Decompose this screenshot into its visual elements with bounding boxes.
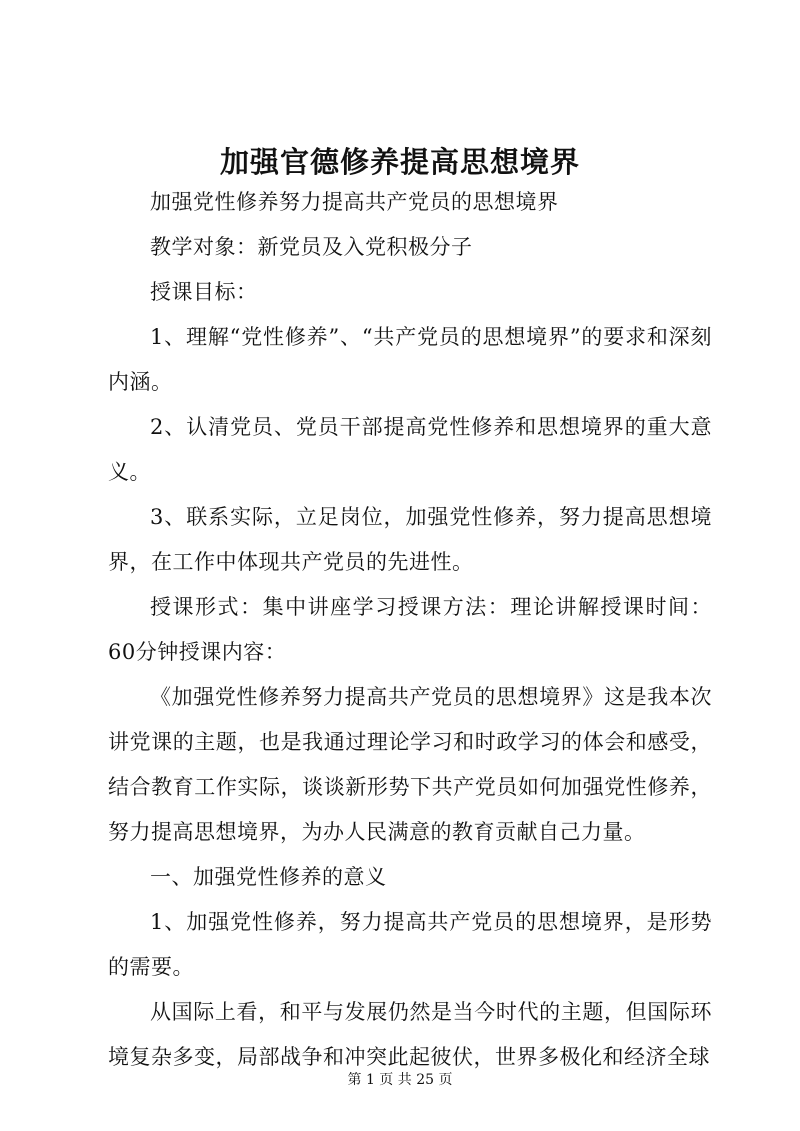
paragraph-international: 从国际上看，和平与发展仍然是当今时代的主题，但国际环境复杂多变，局部战争和冲突此起彼伏，世界多极化和经济全球 — [108, 1000, 712, 1069]
section-heading-1: 一、加强党性修养的意义 — [150, 865, 387, 889]
paragraph-subtitle: 加强党性修养努力提高共产党员的思想境界 — [150, 190, 559, 214]
paragraph-goals-heading: 授课目标： — [150, 280, 258, 304]
paragraph-intro: 《加强党性修养努力提高共产党员的思想境界》这是我本次讲党课的主题，也是我通过理论学习和时政学习的体会和感受，结合教育工作实际，谈谈新形势下共产党员如何加强党性修养，努力提高思想境界，为办人民满意的教育贡献自己力量。 — [108, 685, 712, 844]
paragraph-format: 授课形式：集中讲座学习授课方法：理论讲解授课时间：60分钟授课内容： — [108, 595, 712, 664]
paragraph-audience: 教学对象：新党员及入党积极分子 — [150, 235, 473, 259]
paragraph-goal-3: 3、联系实际，立足岗位，加强党性修养，努力提高思想境界，在工作中体现共产党员的先进性。 — [108, 505, 712, 574]
paragraph-goal-1: 1、理解“党性修养”、“共产党员的思想境界”的要求和深刻内涵。 — [108, 325, 712, 394]
page-footer: 第 1 页 共 25 页 — [347, 1072, 453, 1088]
paragraph-goal-2: 2、认清党员、党员干部提高党性修养和思想境界的重大意义。 — [108, 415, 712, 484]
document-body — [108, 180, 712, 1080]
paragraph-point-1: 1、加强党性修养，努力提高共产党员的思想境界，是形势的需要。 — [108, 910, 712, 979]
document-title: 加强官德修养提高思想境界 — [219, 145, 580, 179]
